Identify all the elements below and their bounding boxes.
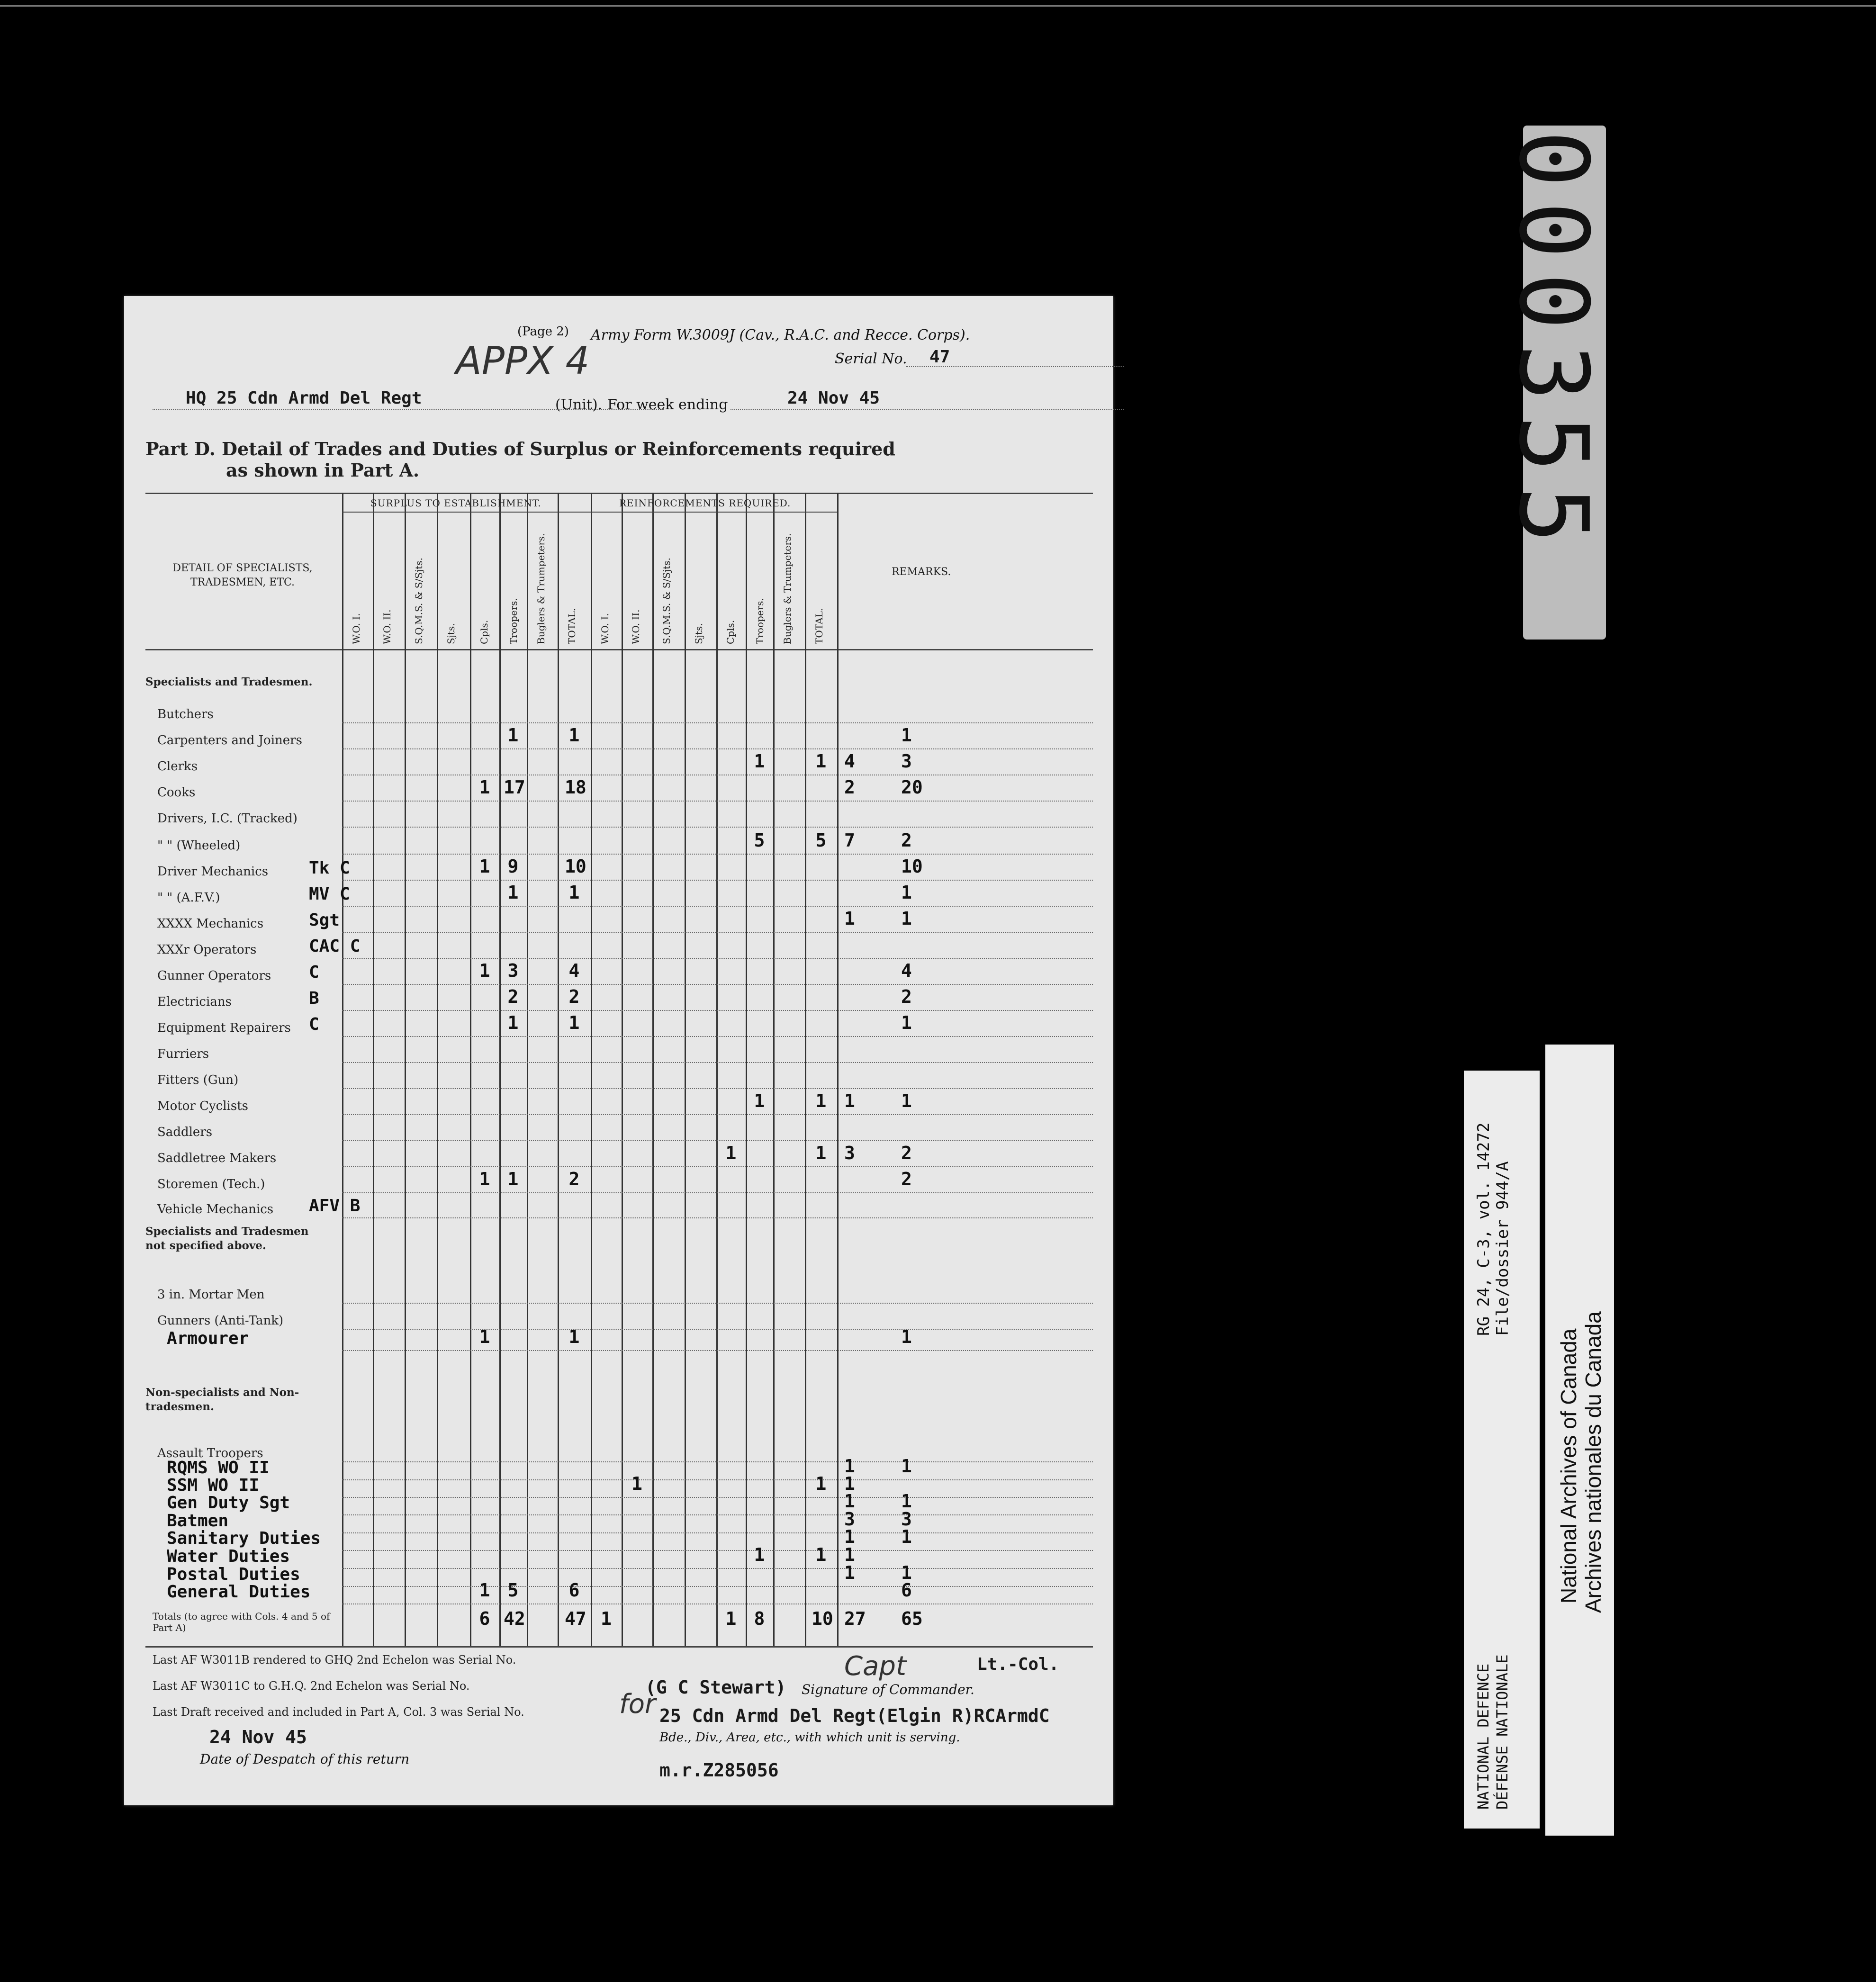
totals-cell: 27 (844, 1608, 866, 1629)
row-rule (342, 748, 1093, 749)
row-label: XXXr Operators (157, 943, 257, 957)
table-cell: 4 (568, 960, 580, 981)
table-cell: 1 (901, 725, 912, 746)
unit-label: (Unit). (555, 396, 603, 413)
table-cell: 1 (901, 1562, 912, 1583)
row-typed-text: General Duties (167, 1582, 311, 1602)
row-typed-text: Sanitary Duties (167, 1529, 321, 1548)
row-label: Driver Mechanics (157, 865, 269, 879)
row-rule (342, 1350, 1093, 1351)
column-rule (342, 493, 343, 1646)
totals-cell: 1 (601, 1608, 612, 1629)
table-cell: 17 (504, 777, 525, 798)
archive-reference-tag (1464, 1071, 1540, 1829)
column-header: S.Q.M.S. & S/Sjts. (661, 558, 672, 644)
table-cell: 10 (565, 856, 586, 877)
row-label: Drivers, I.C. (Tracked) (157, 811, 298, 826)
footer-line3: Last Draft received and included in Part A, Col. 3 was Serial No. (153, 1705, 524, 1719)
table-cell: 1 (901, 1326, 912, 1347)
column-header: TOTAL. (566, 608, 577, 644)
row-label: XXXX Mechanics (157, 917, 264, 931)
unit-value: HQ 25 Cdn Armd Del Regt (186, 388, 422, 408)
row-rule (342, 1550, 1093, 1551)
table-cell: 4 (901, 960, 912, 981)
row-rule (342, 1036, 1093, 1037)
part-title-line2: as shown in Part A. (226, 459, 420, 481)
row-label: Cooks (157, 785, 196, 800)
column-rule (373, 493, 374, 1646)
row-rule (342, 984, 1093, 985)
table-cell: 1 (844, 1456, 855, 1477)
column-rule (773, 493, 775, 1646)
table-cell: 1 (631, 1473, 642, 1494)
row-rule (342, 1568, 1093, 1569)
row-typed-text: C (309, 1015, 319, 1034)
row-rule (342, 1192, 1093, 1193)
archives-name-en: National Archives of Canada (1556, 1328, 1581, 1604)
row-typed-text: Armourer (167, 1329, 249, 1348)
commander-rank: Lt.-Col. (977, 1655, 1059, 1674)
commander-label: Signature of Commander. (802, 1682, 974, 1697)
despatch-date: 24 Nov 45 (209, 1727, 307, 1748)
row-rule (342, 1532, 1093, 1533)
table-cell: 1 (725, 1143, 737, 1163)
table-cell: 3 (844, 1509, 855, 1530)
column-rule (685, 493, 686, 1646)
row-rule (342, 1166, 1093, 1167)
table-cell: 1 (844, 1526, 855, 1547)
table-cell: 1 (901, 908, 912, 929)
serial-label: Serial No. (835, 351, 907, 367)
totals-cell: 42 (504, 1608, 525, 1629)
row-rule (342, 1514, 1093, 1515)
column-rule (405, 493, 406, 1646)
table-cell: 20 (901, 777, 923, 798)
row-typed-text: C (309, 963, 319, 982)
totals-cell: 47 (565, 1608, 586, 1629)
row-rule (342, 1461, 1093, 1462)
table-cell: 5 (754, 830, 765, 851)
column-header: Sjts. (693, 623, 704, 644)
totals-cell: 65 (901, 1608, 923, 1629)
archive-name-tag (1545, 1045, 1614, 1836)
row-rule (342, 1010, 1093, 1011)
table-cell: 5 (507, 1580, 519, 1601)
row-typed-text: Water Duties (167, 1547, 290, 1566)
table-cell: 10 (901, 856, 923, 877)
row-label: Gunners (Anti-Tank) (157, 1314, 284, 1328)
table-cell: 1 (901, 1456, 912, 1477)
serving-unit: 25 Cdn Armd Del Regt(Elgin R)RCArmdC (659, 1705, 1050, 1726)
table-cell: 1 (479, 960, 490, 981)
row-label: 3 in. Mortar Men (157, 1288, 265, 1302)
column-header: Troopers. (508, 598, 519, 644)
part-id: Part D. (145, 438, 216, 459)
table-cell: 6 (568, 1580, 580, 1601)
row-typed-text: Batmen (167, 1511, 229, 1531)
column-rule (437, 493, 438, 1646)
serial-value: 47 (929, 347, 950, 367)
table-cell: 3 (507, 960, 519, 981)
totals-label: Totals (to agree with Cols. 4 and 5 of Part A) (153, 1611, 330, 1633)
row-rule (342, 1140, 1093, 1141)
row-typed-text: MV C (309, 884, 350, 904)
table-cell: 18 (565, 777, 586, 798)
table-cell: 1 (815, 1544, 827, 1565)
table-cell: 2 (568, 986, 580, 1007)
table-cell: 1 (507, 725, 519, 746)
table-cell: 1 (844, 1544, 855, 1565)
table-cell: 2 (568, 1169, 580, 1189)
table-cell: 1 (568, 1012, 580, 1033)
column-header: Troopers. (754, 598, 766, 644)
table-cell: 4 (844, 751, 855, 772)
row-label: Equipment Repairers (157, 1021, 291, 1035)
week-label: For week ending (607, 396, 728, 413)
row-label: Assault Troopers (157, 1446, 263, 1460)
row-rule (342, 1062, 1093, 1063)
column-rule (716, 493, 718, 1646)
column-rule (558, 493, 559, 1646)
table-cell: 7 (844, 830, 855, 851)
table-cell: 3 (844, 1143, 855, 1163)
table-cell: 1 (507, 1012, 519, 1033)
table-cell: 2 (901, 1143, 912, 1163)
table-cell: 1 (754, 751, 765, 772)
serving-unit-label: Bde., Div., Area, etc., with which unit is serving. (659, 1730, 960, 1745)
column-header: W.O. II. (630, 609, 641, 644)
table-cell: 1 (754, 1544, 765, 1565)
row-rule (342, 801, 1093, 802)
table-cell: 1 (479, 777, 490, 798)
table-cell: 3 (901, 1509, 912, 1530)
for-mark: for (619, 1689, 656, 1720)
row-label: " " (A.F.V.) (157, 891, 220, 905)
table-cell: 1 (844, 1491, 855, 1512)
row-label: Storemen (Tech.) (157, 1177, 265, 1191)
row-typed-text: RQMS WO II (167, 1458, 270, 1477)
surplus-group-rule (342, 512, 591, 513)
row-typed-text: CAC C (309, 937, 361, 956)
table-cell: 2 (844, 777, 855, 798)
table-cell: 1 (844, 908, 855, 929)
row-label: Vehicle Mechanics (157, 1202, 274, 1216)
column-rule (837, 493, 839, 1646)
row-typed-text: Gen Duty Sgt (167, 1493, 290, 1513)
archives-name-fr: Archives nationales du Canada (1581, 1311, 1605, 1613)
table-cell: 1 (507, 882, 519, 903)
column-header: Sjts. (445, 623, 457, 644)
column-header: Cpls. (478, 620, 490, 644)
table-cell: 1 (568, 725, 580, 746)
row-label: Electricians (157, 995, 232, 1009)
section-specialists: Specialists and Tradesmen. (145, 676, 313, 688)
row-label: Furriers (157, 1047, 209, 1061)
row-rule (342, 1497, 1093, 1498)
row-rule (342, 906, 1093, 907)
row-rule (342, 958, 1093, 959)
table-cell: 1 (815, 1143, 827, 1163)
table-cell: 1 (754, 1090, 765, 1111)
column-rule (470, 493, 471, 1646)
row-label: Motor Cyclists (157, 1099, 248, 1113)
week-value: 24 Nov 45 (787, 388, 880, 408)
form-sheet (124, 296, 1113, 1805)
footer-line2: Last AF W3011C to G.H.Q. 2nd Echelon was Serial No. (153, 1679, 470, 1693)
table-cell: 6 (901, 1580, 912, 1601)
row-rule (342, 1088, 1093, 1089)
section-not-specified: Specialists and Tradesmen not specified above. (145, 1225, 309, 1252)
serial-underline (906, 366, 1124, 367)
table-cell: 2 (901, 1169, 912, 1189)
row-rule (342, 827, 1093, 828)
table-cell: 1 (901, 1526, 912, 1547)
totals-cell: 1 (725, 1608, 737, 1629)
archive-dept-line2: DÉFENSE NATIONALE (1493, 1654, 1511, 1810)
row-label: Carpenters and Joiners (157, 733, 302, 748)
detail-header: DETAIL OF SPECIALISTS, TRADESMEN, ETC. (172, 562, 313, 588)
row-rule (342, 932, 1093, 933)
scan-top-border (0, 5, 1876, 7)
table-cell: 1 (479, 1326, 490, 1347)
table-cell: 3 (901, 751, 912, 772)
row-label: Saddlers (157, 1125, 213, 1139)
table-cell: 1 (479, 1580, 490, 1601)
row-rule (342, 1586, 1093, 1587)
table-bottom-rule (145, 1646, 1093, 1648)
reinf-group-rule (591, 512, 837, 513)
column-header: W.O. II. (381, 609, 393, 644)
row-rule (342, 1329, 1093, 1330)
column-header: Buglers & Trumpeters. (782, 533, 793, 644)
table-cell: 1 (901, 1090, 912, 1111)
column-header: Cpls. (725, 620, 736, 644)
part-title-line1: Detail of Trades and Duties of Surplus or Reinforcements required (222, 438, 895, 459)
row-typed-text: AFV B (309, 1196, 361, 1216)
table-cell: 1 (901, 882, 912, 903)
row-rule (342, 722, 1093, 723)
footer-line1: Last AF W3011B rendered to GHQ 2nd Echelon was Serial No. (153, 1653, 516, 1667)
reinf-header: REINFORCEMENTS REQUIRED. (619, 497, 791, 509)
totals-cell: 10 (812, 1608, 833, 1629)
row-rule (342, 1114, 1093, 1115)
archive-dept-line1: NATIONAL DEFENCE (1474, 1663, 1492, 1810)
commander-name: (G C Stewart) (645, 1677, 786, 1698)
row-rule (342, 880, 1093, 881)
page-number: (Page 2) (517, 324, 569, 339)
table-cell: 1 (901, 1491, 912, 1512)
archive-ref-line2: File/dossier 944/A (1493, 1161, 1512, 1336)
table-cell: 1 (815, 751, 827, 772)
column-rule (527, 493, 528, 1646)
row-typed-text: SSM WO II (167, 1476, 260, 1495)
column-header: S.Q.M.S. & S/Sjts. (413, 558, 424, 644)
row-label: Fitters (Gun) (157, 1073, 239, 1087)
table-cell: 1 (479, 1169, 490, 1189)
table-cell: 2 (901, 830, 912, 851)
row-label: Clerks (157, 759, 198, 774)
table-cell: 1 (568, 1326, 580, 1347)
column-header: W.O. I. (599, 613, 611, 644)
row-rule (342, 1217, 1093, 1218)
table-cell: 1 (901, 1012, 912, 1033)
row-typed-text: Postal Duties (167, 1565, 300, 1584)
reference-number: m.r.Z285056 (659, 1760, 779, 1781)
column-rule (499, 493, 501, 1646)
row-label: " " (Wheeled) (157, 838, 241, 853)
table-cell: 1 (844, 1090, 855, 1111)
archive-ref-line1: RG 24, C-3, vol. 14272 (1474, 1122, 1493, 1336)
column-rule (591, 493, 592, 1646)
row-typed-text: Sgt (309, 910, 340, 930)
column-header: TOTAL. (813, 608, 825, 644)
row-label: Gunner Operators (157, 969, 271, 983)
remarks-header: REMARKS. (892, 566, 951, 578)
column-header: Buglers & Trumpeters. (535, 533, 547, 644)
table-cell: 2 (507, 986, 519, 1007)
totals-cell: 8 (754, 1608, 765, 1629)
table-top-rule (145, 493, 1093, 494)
header-bottom-rule (145, 649, 1093, 650)
part-label (145, 438, 895, 459)
table-cell: 9 (507, 856, 519, 877)
column-rule (622, 493, 623, 1646)
column-rule (652, 493, 654, 1646)
row-rule (342, 854, 1093, 855)
row-rule (342, 1479, 1093, 1480)
table-cell: 1 (844, 1562, 855, 1583)
surplus-header: SURPLUS TO ESTABLISHMENT. (370, 497, 541, 509)
table-cell: 1 (844, 1473, 855, 1494)
table-cell: 5 (815, 830, 827, 851)
row-rule (342, 1303, 1093, 1304)
serial-stamp-number: 000355 (1498, 130, 1608, 558)
commander-signature: Capt (844, 1651, 906, 1682)
form-title: Army Form W.3009J (Cav., R.A.C. and Recce. Corps). (591, 327, 970, 343)
despatch-label: Date of Despatch of this return (200, 1751, 410, 1767)
row-typed-text: Tk C (309, 858, 350, 878)
row-label: Butchers (157, 707, 214, 721)
row-label: Saddletree Makers (157, 1151, 277, 1165)
section-non-specialists: Non-specialists and Non-tradesmen. (145, 1386, 299, 1413)
appendix-mark: APPX 4 (456, 339, 590, 383)
table-cell: 2 (901, 986, 912, 1007)
table-cell: 1 (815, 1473, 827, 1494)
totals-cell: 6 (479, 1608, 490, 1629)
table-cell: 1 (815, 1090, 827, 1111)
table-cell: 1 (568, 882, 580, 903)
column-rule (746, 493, 747, 1646)
table-cell: 1 (479, 856, 490, 877)
row-typed-text: B (309, 989, 319, 1008)
column-header: W.O. I. (351, 613, 362, 644)
week-underline (731, 409, 1124, 410)
table-cell: 1 (507, 1169, 519, 1189)
column-rule (805, 493, 806, 1646)
